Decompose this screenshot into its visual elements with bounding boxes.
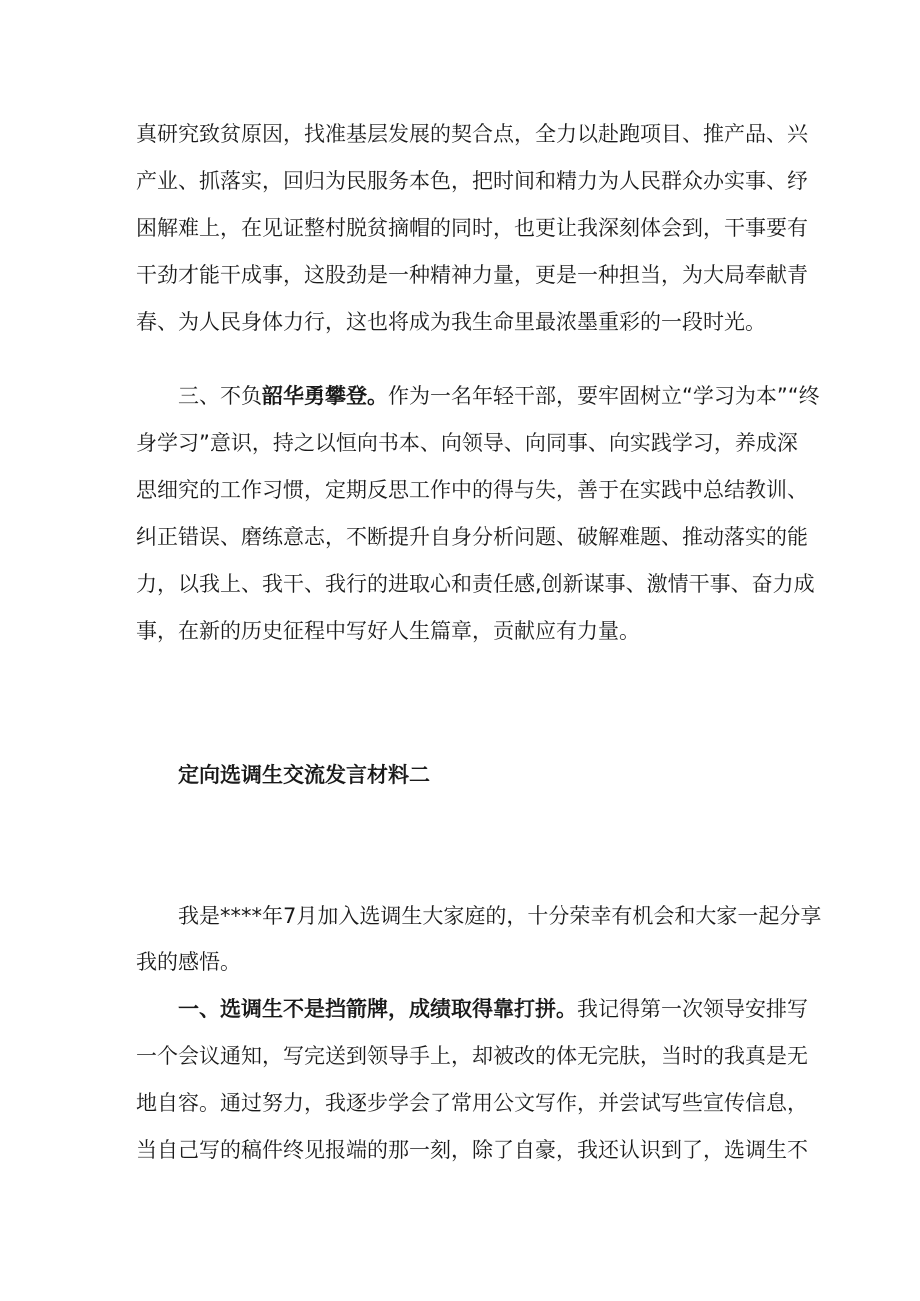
section-three-prefix: 三、不负 (178, 384, 262, 408)
section-three-bold-lead: 韶华勇攀登。 (262, 384, 388, 408)
paragraph-line: 干劲才能干成事，这股劲是一种精神力量，更是一种担当，为大局奉献青 (136, 263, 808, 287)
paragraph-line: 春、为人民身体力行，这也将成为我生命里最浓墨重彩的一段时光。 (136, 310, 766, 334)
intro-first-line: 我是****年7月加入选调生大家庭的，十分荣幸有机会和大家一起分享 (178, 904, 822, 928)
point-one-first-rest: 我记得第一次领导安排写 (577, 997, 808, 1021)
intro-second-line: 我的感悟。 (136, 950, 241, 974)
paragraph-line: 事，在新的历史征程中写好人生篇章，贡献应有力量。 (136, 619, 640, 643)
paragraph-line: 身学习”意识，持之以恒向书本、向领导、向同事、向实践学习，养成深 (136, 431, 798, 455)
paragraph-line: 真研究致贫原因，找准基层发展的契合点，全力以赴跑项目、推产品、兴 (136, 122, 808, 146)
section-three-first-line (178, 376, 820, 416)
paragraph-line: 地自容。通过努力，我逐步学会了常用公文写作，并尝试写些宣传信息， (136, 1091, 808, 1115)
paragraph-line: 当自己写的稿件终见报端的那一刻，除了自豪，我还认识到了，选调生不 (136, 1138, 808, 1162)
point-one-bold-lead: 一、选调生不是挡箭牌，成绩取得靠打拼。 (178, 997, 577, 1021)
paragraph-line: 思细究的工作习惯，定期反思工作中的得与失，善于在实践中总结教训、 (136, 478, 808, 502)
paragraph-line: 力，以我上、我干、我行的进取心和责任感,创新谋事、激情干事、奋力成 (136, 572, 815, 596)
point-one-first-line (178, 989, 808, 1029)
material-two-title: 定向选调生交流发言材料二 (178, 763, 430, 787)
section-three-first-rest: 作为一名年轻干部，要牢固树立“学习为本”“终 (388, 384, 820, 408)
paragraph-line: 产业、抓落实，回归为民服务本色，把时间和精力为人民群众办实事、纾 (136, 169, 808, 193)
paragraph-line: 纠正错误、磨练意志，不断提升自身分析问题、破解难题、推动落实的能 (136, 525, 808, 549)
paragraph-line: 一个会议通知，写完送到领导手上，却被改的体无完肤，当时的我真是无 (136, 1044, 808, 1068)
paragraph-line: 困解难上，在见证整村脱贫摘帽的同时，也更让我深刻体会到，干事要有 (136, 216, 808, 240)
